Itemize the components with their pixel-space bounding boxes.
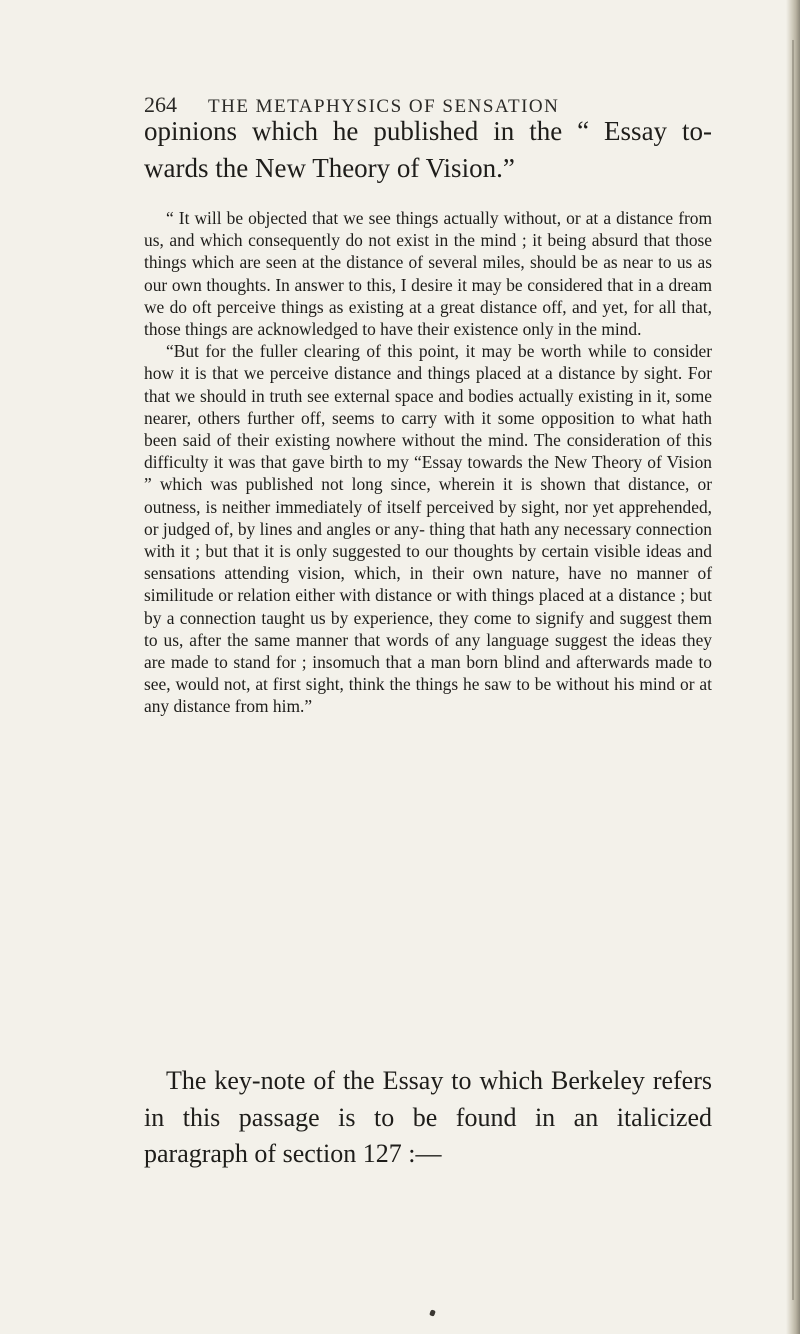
running-title: THE METAPHYSICS OF SENSATION [208,96,560,117]
closing-paragraph: The key-note of the Essay to which Berkeley refers in this passage is to be found in an italicized paragraph of section 127 :— [144,1066,712,1168]
quote-paragraph-1: “ It will be objected that we see things actually without, or at a distance from us, and which consequently do not exist in the mind ; it being absurd that those things which are seen at the distance of several miles, should be as near to us as our own thoughts. In answer to this, I desire it may be considered that in a dream we do oft perceive things as existing at a great distance off, and yet, for all that, those things are acknowledged to have their existence only in the mind. [144,208,712,340]
berkeley-quotation [144,207,712,718]
page-number: 264 [144,92,177,117]
page-binding-line [792,40,794,1300]
lead-paragraph: opinions which he published in the “ Essay to- wards the New Theory of Vision.” [144,116,712,183]
quote-paragraph-2: “But for the fuller clearing of this point, it may be worth while to consider how it is that we perceive distance and things placed at a distance by sight. For that we should in truth see external space and bodies actually existing in it, some nearer, others further off, seems to carry with it some opposition to what hath been said of their existing nowhere without the mind. The consideration of this difficulty it was that gave birth to my “Essay towards the New Theory of Vision ” which was published not long since, wherein it is shown that distance, or outness, is neither immediately of itself perceived by sight, nor yet apprehended, or judged of, by lines and angles or any- thing that hath any necessary connection with it ; but that it is only suggested to our thoughts by certain visible ideas and sensations attending vision, which, in their own nature, have no manner of similitude or relation either with distance or with things placed at a distance ; but by a connection taught us by experience, they come to signify and suggest them to us, after the same manner that words of any language suggest the ideas they are made to stand for ; insomuch that a man born blind and afterwards made to see, would not, at first sight, think the things he saw to be without his mind or at any distance from him.” [144,341,712,717]
ink-speck-mark [429,1309,436,1316]
